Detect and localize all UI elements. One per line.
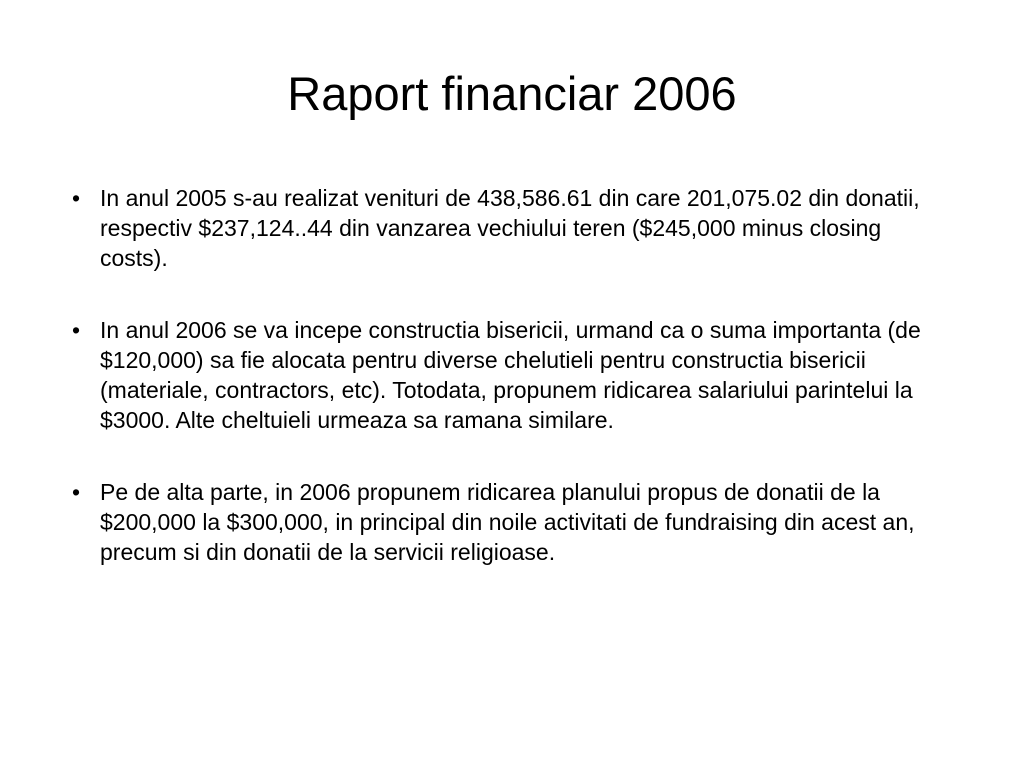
bullet-item-revenue-2005 (72, 183, 952, 273)
bullet-item-donations-target (72, 477, 952, 567)
bullet-text: In anul 2005 s-au realizat venituri de 438,586.61 din care 201,075.02 din donatii, respectiv $237,124..44 din vanzarea vechiului teren ($245,000 minus closing costs). (100, 185, 920, 271)
bullet-text: Pe de alta parte, in 2006 propunem ridicarea planului propus de donatii de la $200,000 la $300,000, in principal din noile activitati de fundraising din acest an, precum si din donatii de la servicii religioase. (100, 479, 915, 565)
bullet-text: In anul 2006 se va incepe constructia bisericii, urmand ca o suma importanta (de $120,000) sa fie alocata pentru diverse chelutieli pentru constructia bisericii (materiale, contractors, etc). Totodata, propunem ridicarea salariului parintelui la $3000. Alte cheltuieli urmeaza sa ramana similare. (100, 317, 921, 433)
bullet-item-plans-2006 (72, 315, 952, 435)
bullet-icon: • (72, 317, 81, 343)
slide-title: Raport financiar 2006 (287, 67, 737, 120)
bullet-list (72, 183, 952, 609)
bullet-icon: • (72, 185, 81, 211)
bullet-icon: • (72, 479, 81, 505)
